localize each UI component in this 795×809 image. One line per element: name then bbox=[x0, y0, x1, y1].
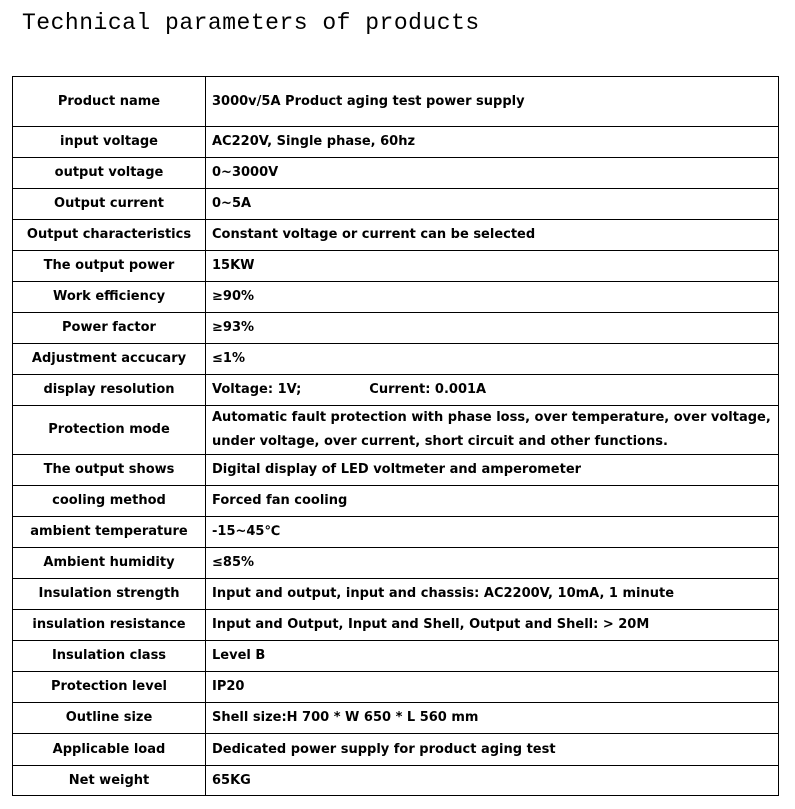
row-label: Protection level bbox=[13, 672, 206, 703]
row-label: Insulation class bbox=[13, 641, 206, 672]
row-value: Input and output, input and chassis: AC2200V, 10mA, 1 minute bbox=[206, 579, 779, 610]
row-label: display resolution bbox=[13, 375, 206, 406]
row-value: Automatic fault protection with phase loss, over temperature, over voltage, under voltage, over current, short circuit and other functions. bbox=[206, 406, 779, 455]
row-label: Output current bbox=[13, 189, 206, 220]
table-row bbox=[13, 127, 779, 158]
row-label: input voltage bbox=[13, 127, 206, 158]
table-row bbox=[13, 672, 779, 703]
row-label: Output characteristics bbox=[13, 220, 206, 251]
table-row bbox=[13, 703, 779, 734]
row-label: Power factor bbox=[13, 313, 206, 344]
row-value: 0~3000V bbox=[206, 158, 779, 189]
table-row bbox=[13, 455, 779, 486]
table-row bbox=[13, 375, 779, 406]
table-row bbox=[13, 579, 779, 610]
table-row bbox=[13, 313, 779, 344]
row-label: Protection mode bbox=[13, 406, 206, 455]
table-row bbox=[13, 406, 779, 455]
row-label: The output shows bbox=[13, 455, 206, 486]
row-value: AC220V, Single phase, 60hz bbox=[206, 127, 779, 158]
row-value: ≥93% bbox=[206, 313, 779, 344]
table-row bbox=[13, 77, 779, 127]
page-title: Technical parameters of products bbox=[22, 10, 480, 36]
row-label: ambient temperature bbox=[13, 517, 206, 548]
row-label: Ambient humidity bbox=[13, 548, 206, 579]
row-value: 15KW bbox=[206, 251, 779, 282]
row-value: Forced fan cooling bbox=[206, 486, 779, 517]
row-label: Net weight bbox=[13, 766, 206, 796]
row-label: Work efficiency bbox=[13, 282, 206, 313]
row-label: Insulation strength bbox=[13, 579, 206, 610]
row-label: Adjustment accucary bbox=[13, 344, 206, 375]
table-row bbox=[13, 189, 779, 220]
row-value: 3000v/5A Product aging test power supply bbox=[206, 77, 779, 127]
row-label: output voltage bbox=[13, 158, 206, 189]
row-label: The output power bbox=[13, 251, 206, 282]
table-row bbox=[13, 517, 779, 548]
row-value: 65KG bbox=[206, 766, 779, 796]
row-value: ≥90% bbox=[206, 282, 779, 313]
table-row bbox=[13, 158, 779, 189]
row-value: 0~5A bbox=[206, 189, 779, 220]
table-row bbox=[13, 486, 779, 517]
row-value: Dedicated power supply for product aging test bbox=[206, 734, 779, 766]
row-value: ≤1% bbox=[206, 344, 779, 375]
row-label: Applicable load bbox=[13, 734, 206, 766]
table-row bbox=[13, 766, 779, 796]
row-value: Level B bbox=[206, 641, 779, 672]
voltage-resolution: Voltage: 1V; bbox=[212, 382, 302, 397]
row-value: IP20 bbox=[206, 672, 779, 703]
current-resolution: Current: 0.001A bbox=[369, 382, 487, 397]
row-value: ≤85% bbox=[206, 548, 779, 579]
table-row bbox=[13, 344, 779, 375]
table-row bbox=[13, 610, 779, 641]
row-label: Outline size bbox=[13, 703, 206, 734]
row-value: Shell size:H 700 * W 650 * L 560 mm bbox=[206, 703, 779, 734]
table-row bbox=[13, 251, 779, 282]
table-row bbox=[13, 548, 779, 579]
row-value bbox=[206, 375, 779, 406]
table-row bbox=[13, 641, 779, 672]
row-value: Constant voltage or current can be selected bbox=[206, 220, 779, 251]
row-value: Input and Output, Input and Shell, Output and Shell: > 20M bbox=[206, 610, 779, 641]
row-value: -15~45℃ bbox=[206, 517, 779, 548]
table-row bbox=[13, 282, 779, 313]
table-row bbox=[13, 220, 779, 251]
spec-table bbox=[12, 76, 779, 796]
row-value: Digital display of LED voltmeter and amperometer bbox=[206, 455, 779, 486]
row-label: Product name bbox=[13, 77, 206, 127]
table-row bbox=[13, 734, 779, 766]
row-label: insulation resistance bbox=[13, 610, 206, 641]
row-label: cooling method bbox=[13, 486, 206, 517]
